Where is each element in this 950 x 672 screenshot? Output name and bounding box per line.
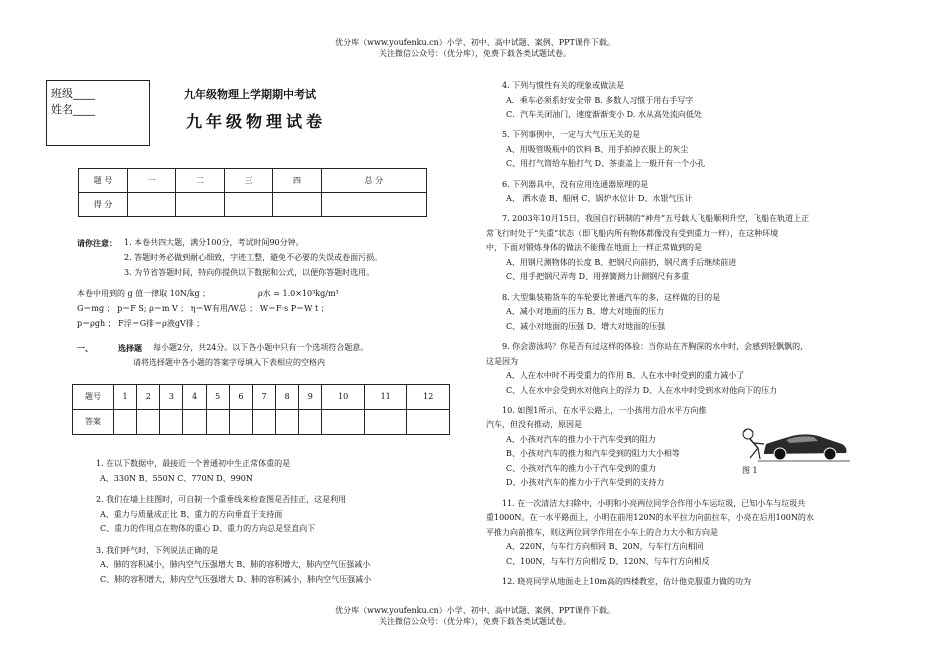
car-push-figure xyxy=(738,426,850,464)
car-icon xyxy=(758,434,850,461)
question-option: C、用手把钢尺弄弯 D、用弹簧测力计测钢尺有多重 xyxy=(506,272,690,282)
question-stem-cont: 常飞行时处于“失重”状态（即飞船内所有物体都像没有受到重力一样），在这种环境 xyxy=(486,228,779,238)
constant-g: 本卷中用到的 g 值一律取 10N/kg ； xyxy=(77,289,211,298)
score-cell[interactable] xyxy=(321,193,426,217)
answer-cell-6[interactable] xyxy=(229,410,252,435)
class-label: 班级____ xyxy=(51,87,95,100)
name-label: 姓名____ xyxy=(51,103,95,116)
question-option: A、减小对地面的压力 B、增大对地面的压力 xyxy=(506,307,665,317)
question-option: A、重力与质量成正比 B、重力的方向垂直于支持面 xyxy=(100,509,283,519)
answer-row-label: 题号 xyxy=(73,385,114,410)
answer-number-9: 9 xyxy=(299,385,322,410)
question-option: A、小孩对汽车的推力小于汽车受到的阻力 xyxy=(506,434,656,444)
question-option: A、330N B、550N C、770N D、990N xyxy=(100,473,253,483)
question-option: C、100N，与车行方向相反 D、120N，与车行方向相反 xyxy=(506,556,710,566)
answer-number-6: 6 xyxy=(229,385,252,410)
question-option: C、小孩对汽车的推力小于汽车受到的重力 xyxy=(506,463,657,473)
question-stem: 5. 下列事例中，一定与大气压无关的是 xyxy=(502,130,641,140)
question-option: C、用打气筒给车胎打气 D、茶壶盖上一般开有一个小孔 xyxy=(506,159,706,169)
question-option: A．乘车必须系好安全带 B. 多数人习惯于用右手写字 xyxy=(506,95,694,105)
question-stem-cont: 汽车，但没有推动，原因是 xyxy=(486,420,582,430)
score-header: 二 xyxy=(176,169,224,193)
question-stem: 12. 晓亮同学从地面走上10m高的四楼教室，估计他克服重力做的功为 xyxy=(502,576,752,586)
answer-row-label: 答案 xyxy=(73,410,114,435)
question-option: A、肺的容积减小，肺内空气压强增大 B、肺的容积增大，肺内空气压强减小 xyxy=(100,560,371,569)
answer-number-10: 10 xyxy=(322,385,365,410)
question-stem: 8. 大型集装箱货车的车轮要比普通汽车的多，这样做的目的是 xyxy=(502,292,721,302)
answer-cell-11[interactable] xyxy=(364,410,407,435)
question-option: C、肺的容积增大，肺内空气压强增大 D、肺的容积减小，肺内空气压强减小 xyxy=(100,574,372,584)
answer-cell-7[interactable] xyxy=(252,410,275,435)
section-title: 选择题 xyxy=(118,343,142,353)
watermark-line1: 优分库（www.youfenku.cn）小学、初中、高中试题、案例、PPT课件下载。 xyxy=(335,38,615,47)
score-header: 一 xyxy=(128,169,176,193)
answer-number-8: 8 xyxy=(276,385,299,410)
notes-label: 请你注意： xyxy=(77,238,117,248)
question-option: C、人在水中会受到水对他向上的浮力 D、人在水中时受到水对他向下的压力 xyxy=(506,385,778,395)
question-stem: 4. 下列与惯性有关的现象或做法是 xyxy=(502,81,625,90)
answer-number-11: 11 xyxy=(364,385,407,410)
question-stem: 1. 在以下数据中，最接近一个普通初中生正常体重的是 xyxy=(96,459,291,468)
score-cell[interactable] xyxy=(128,193,176,217)
question-stem: 10. 如图1所示，在水平公路上，一小孩用力沿水平方向推 xyxy=(502,405,707,415)
answer-cell-8[interactable] xyxy=(276,410,299,435)
score-table xyxy=(78,168,427,217)
question-option: A、 洒水壶 B、船闸 C、锅炉水位计 D、水银气压计 xyxy=(506,194,693,204)
answer-number-1: 1 xyxy=(114,385,137,410)
note-item: 1. 本卷共四大题，满分100分，考试时间90分钟。 xyxy=(124,238,304,247)
answer-number-4: 4 xyxy=(183,385,206,410)
answer-cell-4[interactable] xyxy=(183,410,206,435)
question-stem: 6. 下列器具中，没有应用连通器原理的是 xyxy=(502,179,649,189)
score-header: 三 xyxy=(224,169,272,193)
answer-cell-9[interactable] xyxy=(299,410,322,435)
question-option: A、用吸管吸瓶中的饮料 B、用手拍掉衣服上的灰尘 xyxy=(506,144,689,154)
note-item: 2. 答题时务必做到耐心细致，字迹工整，避免不必要的失误或卷面污损。 xyxy=(124,253,383,262)
watermark-line2: 关注微信公众号：（优分库），免费下载各类试题试卷。 xyxy=(379,49,571,58)
question-option: D、小孩对汽车的推力小于汽车受到的支持力 xyxy=(506,478,665,488)
student-info-box xyxy=(46,80,150,146)
question-option: B、小孩对汽车的推力和汽车受到的阻力大小相等 xyxy=(506,449,680,459)
child-icon xyxy=(743,429,764,459)
score-cell[interactable] xyxy=(176,193,224,217)
score-header: 题 号 xyxy=(79,169,128,193)
answer-cell-12[interactable] xyxy=(407,410,450,435)
answer-number-7: 7 xyxy=(252,385,275,410)
question-option: A、用钢尺测物体的长度 B、把钢尺向前扔，钢尺离手后继续前进 xyxy=(506,257,737,267)
note-item: 3. 为节省答题时间，特向你提供以下数据和公式，以便你答题时选用。 xyxy=(124,268,375,277)
question-option: A、220N，与车行方向相同 B、20N，与车行方向相同 xyxy=(506,542,704,552)
answer-number-3: 3 xyxy=(160,385,183,410)
constant-water-density: ρ水 = 1.0×10³kg/m³ xyxy=(258,289,339,298)
section-number: 一、 xyxy=(77,343,93,353)
question-option: C、重力的作用点在物体的重心 D、重力的方向总是竖直向下 xyxy=(100,524,316,533)
formula-line: G＝mg ； p＝F S; ρ＝m V ； η＝W有用/W总 ； W＝F·s P＝W t ； xyxy=(77,304,329,313)
answer-cell-3[interactable] xyxy=(160,410,183,435)
answer-cell-10[interactable] xyxy=(322,410,365,435)
figure-label: 图 1 xyxy=(742,466,758,475)
answer-cell-5[interactable] xyxy=(206,410,229,435)
score-row-label: 得 分 xyxy=(79,193,128,217)
answer-table xyxy=(72,384,450,435)
answer-number-2: 2 xyxy=(137,385,160,410)
question-stem: 9. 你会游泳吗？你是否有过这样的体验：当你站在齐胸深的水中时，会感到轻飘飘的， xyxy=(502,342,809,351)
question-stem: 7. 2003年10月15日，我国自行研制的“神舟”五号载人飞船顺利升空，飞船在轨道上正 xyxy=(502,214,810,224)
question-stem-cont: 重1000N。在一水平路面上，小明在前用120N的水平拉力向前拉车，小亮在后用100N的水 xyxy=(486,513,814,523)
question-stem: 2. 我们在墙上挂图时，可自制一个重垂线来检查图是否挂正，这是利用 xyxy=(96,495,347,504)
answer-number-12: 12 xyxy=(407,385,450,410)
answer-cell-2[interactable] xyxy=(137,410,160,435)
answer-cell-1[interactable] xyxy=(114,410,137,435)
formula-line: p＝ρgh ； F浮＝G排＝ρ液gV排 ； xyxy=(77,319,205,328)
question-stem-cont: 平推力向前推车，则这两位同学作用在小车上的合力大小和方向是 xyxy=(486,527,718,537)
question-option: C．汽车关闭油门，速度渐渐变小 D. 水从高处流向低处 xyxy=(506,110,702,119)
watermark-footer-line2: 关注微信公众号：（优分库），免费下载各类试题试卷。 xyxy=(379,617,571,626)
score-cell[interactable] xyxy=(273,193,321,217)
section-desc: 每小题2分，共24分。以下各小题中只有一个选项符合题意。 xyxy=(153,343,369,352)
watermark-footer-line1: 优分库（www.youfenku.cn）小学、初中、高中试题、案例、PPT课件下载。 xyxy=(335,606,615,615)
score-cell[interactable] xyxy=(224,193,272,217)
question-stem: 3. 我们呼气时，下列说法正确的是 xyxy=(96,545,219,555)
question-option: C、减小对地面的压强 D、增大对地面的压强 xyxy=(506,321,666,331)
question-stem-cont: 这是因为 xyxy=(486,356,518,366)
exam-subtitle: 九年级物理上学期期中考试 xyxy=(184,88,316,101)
question-stem-cont: 中，下面对锻炼身体的做法不能像在地面上一样正常做到的是 xyxy=(486,243,702,253)
exam-title: 九年级物理试卷 xyxy=(186,112,327,131)
section-desc: 请将选择题中各小题的答案字母填入下表相应的空格内 xyxy=(133,358,325,367)
question-stem: 11. 在一次清洁大扫除中，小明和小亮两位同学合作用小车运垃圾，已知小车与垃圾共 xyxy=(502,498,806,508)
question-option: A、人在水中时不再受重力的作用 B、人在水中时受到的重力减小了 xyxy=(506,371,745,380)
answer-number-5: 5 xyxy=(206,385,229,410)
score-header: 总 分 xyxy=(321,169,426,193)
score-header: 四 xyxy=(273,169,321,193)
